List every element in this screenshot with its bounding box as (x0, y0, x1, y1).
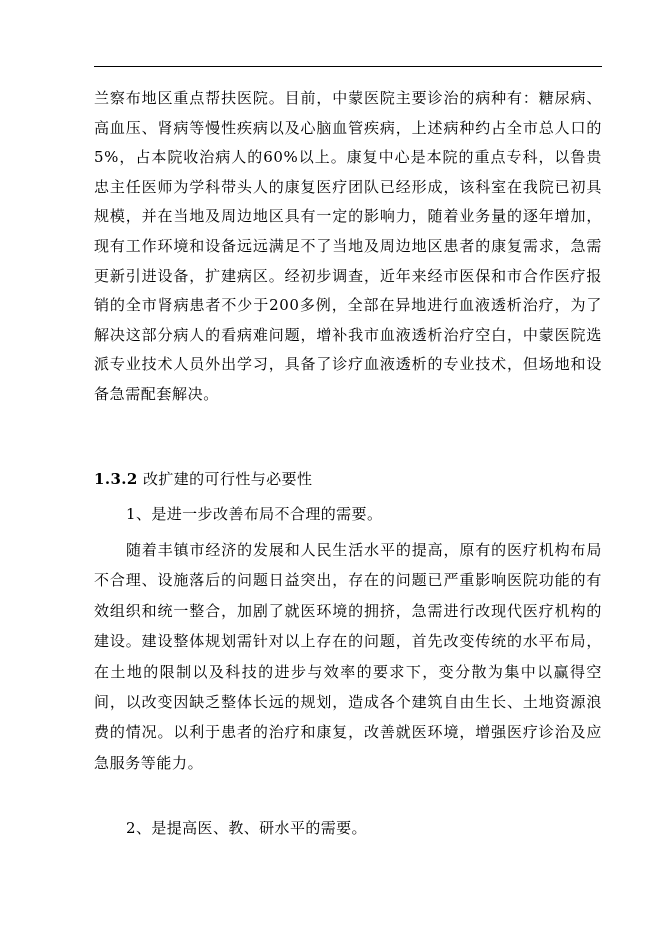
list-item-2: 2、是提高医、教、研水平的需要。 (126, 819, 367, 837)
section-heading (94, 467, 312, 491)
body-paragraph-2: 随着丰镇市经济的发展和人民生活水平的提高，原有的医疗机构布局不合理、设施落后的问题日益突出，存在的问题已严重影响医院功能的有效组织和统一整合，加剧了就医环境的拥挤，急需进行改现代医疗机构的建设。建设整体规划需针对以上存在的问题，首先改变传统的水平布局，在土地的限制以及科技的进步与效率的要求下，变分散为集中以赢得空间，以改变因缺乏整体长远的规划，造成各个建筑自由生长、土地资源浪费的情况。以利于患者的治疗和康复，改善就医环境，增强医疗诊治及应急服务等能力。 (94, 541, 602, 772)
section-title: 改扩建的可行性与必要性 (142, 470, 313, 488)
section-number: 1.3.2 (94, 470, 138, 488)
body-paragraph-1: 兰察布地区重点帮扶医院。目前，中蒙医院主要诊治的病种有：糖尿病、高血压、肾病等慢性疾病以及心脑血管疾病，上述病种约占全市总人口的5%，占本院收治病人的60%以上。康复中心是本院的重点专科，以鲁贵忠主任医师为学科带头人的康复医疗团队已经形成，该科室在我院已初具规模，并在当地及周边地区具有一定的影响力，随着业务量的逐年增加，现有工作环境和设备远远满足不了当地及周边地区患者的康复需求，急需更新引进设备，扩建病区。经初步调查，近年来经市医保和市合作医疗报销的全市肾病患者不少于200多例，全部在异地进行血液透析治疗，为了解决这部分病人的看病难问题，增补我市血液透析治疗空白，中蒙医院选派专业技术人员外出学习，具备了诊疗血液透析的专业技术，但场地和设备急需配套解决。 (94, 89, 602, 403)
header-rule (94, 66, 602, 67)
list-item-1: 1、是进一步改善布局不合理的需要。 (126, 505, 383, 523)
